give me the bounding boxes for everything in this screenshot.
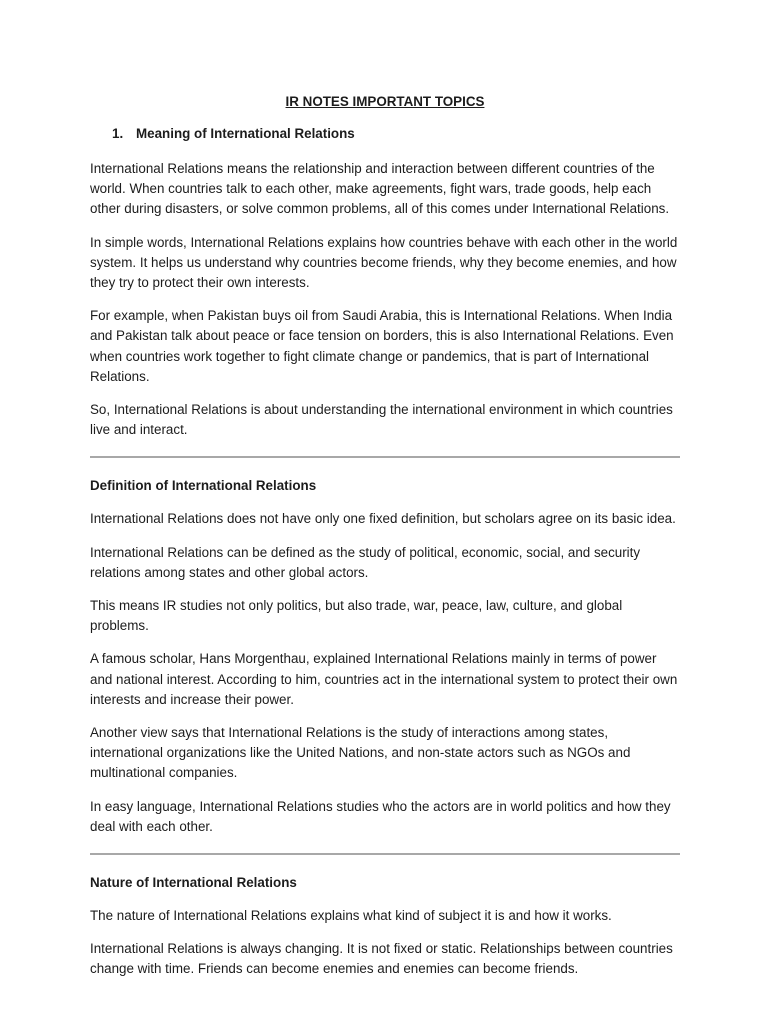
paragraph: This means IR studies not only politics, but also trade, war, peace, law, culture, and global problems.: [90, 598, 623, 634]
section-heading-definition: Definition of International Relations: [90, 478, 317, 494]
paragraph: International Relations means the relationship and interaction between different countries of the world. When countries talk to each other, make agreements, fight wars, trade goods, help each other during disasters, or solve common problems, all of this comes under International Relations.: [90, 161, 670, 217]
paragraph: International Relations can be defined as the study of political, economic, social, and security relations among states and other global actors.: [90, 544, 641, 580]
paragraph: The nature of International Relations explains what kind of subject it is and how it works.: [90, 908, 612, 924]
section-heading-meaning: [90, 124, 680, 144]
paragraph: A famous scholar, Hans Morgenthau, explained International Relations mainly in terms of power and national interest. According to him, countries act in the international system to protect their own interests and increase their power.: [90, 651, 678, 707]
document-title: IR NOTES IMPORTANT TOPICS: [285, 94, 485, 109]
paragraph: Another view says that International Relations is the study of interactions among states, international organizations like the United Nations, and non-state actors such as NGOs and multinational companies.: [90, 725, 631, 781]
section-divider: [90, 456, 680, 458]
section-number: 1.: [112, 126, 124, 141]
paragraph: For example, when Pakistan buys oil from Saudi Arabia, this is International Relations. When India and Pakistan talk about peace or face tension on borders, this is also International Relations. Even when countries work together to fight climate change or pandemics, that is part of International Relations.: [90, 308, 674, 384]
section-heading-text: Meaning of International Relations: [136, 126, 355, 141]
section-divider: [90, 853, 680, 855]
paragraph: In simple words, International Relations explains how countries behave with each other in the world system. It helps us understand why countries become friends, why they become enemies, and how they try to protect their own interests.: [90, 234, 678, 291]
section-heading-nature: Nature of International Relations: [90, 875, 297, 891]
paragraph: International Relations is always changing. It is not fixed or static. Relationships between countries change with time. Friends can become enemies and enemies can become friends.: [90, 941, 673, 977]
paragraph: In easy language, International Relations studies who the actors are in world politics and how they deal with each other.: [90, 798, 671, 834]
paragraph: International Relations does not have only one fixed definition, but scholars agree on its basic idea.: [90, 511, 676, 527]
document-content: [90, 92, 680, 993]
paragraph: So, International Relations is about understanding the international environment in which countries live and interact.: [90, 402, 673, 438]
